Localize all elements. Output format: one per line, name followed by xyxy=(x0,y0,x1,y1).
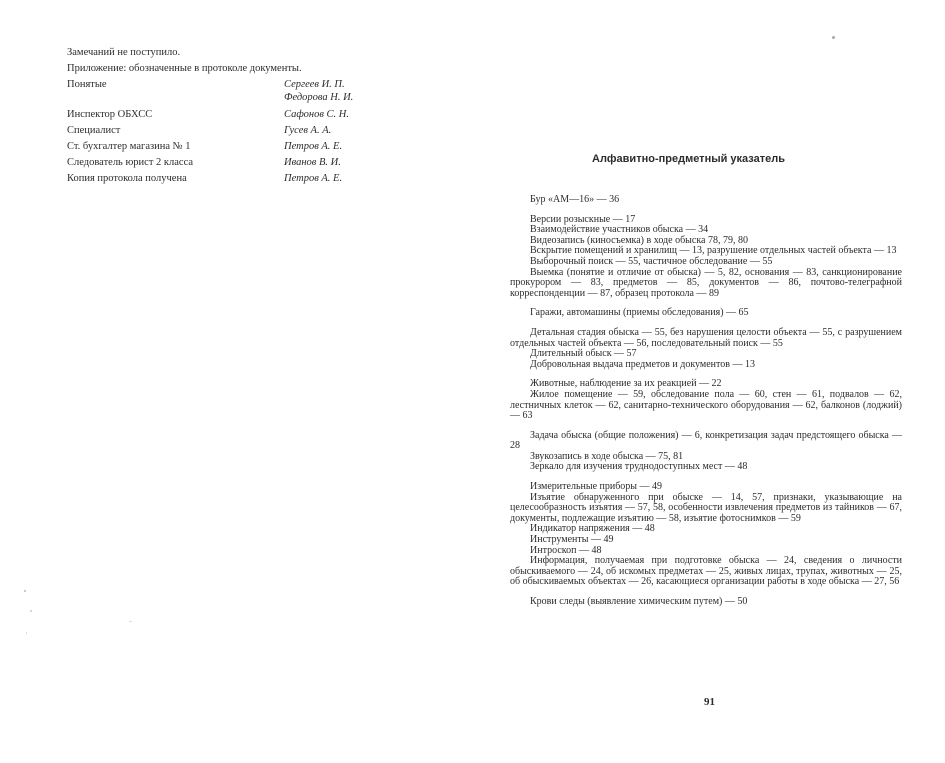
index-entry: Видеозапись (киносъемка) в ходе обыска 78, 79, 80 xyxy=(530,234,748,246)
signature-row xyxy=(67,172,387,185)
index-entry: Версии розыскные — 17 xyxy=(530,213,636,225)
index-entry: Выборочный поиск — 55, частичное обследование — 55 xyxy=(530,255,773,267)
index-entry: Крови следы (выявление химическим путем) — 50 xyxy=(530,596,748,607)
left-page xyxy=(0,0,472,763)
index-entry: Бур «АМ—16» — 36 xyxy=(530,194,620,205)
signature-row xyxy=(67,78,387,105)
signature-row xyxy=(67,140,387,153)
signature-name: Петров А. Е. xyxy=(284,173,343,184)
scan-speck xyxy=(832,36,835,39)
page-number: 91 xyxy=(704,696,715,708)
index-entry: Измерительные приборы — 49 xyxy=(530,481,663,493)
signature-role: Понятые xyxy=(67,79,107,90)
index-title: Алфавитно-предметный указатель xyxy=(592,153,785,165)
signature-name: Федорова Н. И. xyxy=(284,92,354,103)
signature-names xyxy=(284,108,349,121)
signature-name: Петров А. Е. xyxy=(284,141,343,152)
index-entry: Инструменты — 49 xyxy=(530,534,614,546)
signature-role: Специалист xyxy=(67,125,121,136)
index-entry: Добровольная выдача предметов и документов — 13 xyxy=(530,358,755,370)
protocol-block xyxy=(67,46,387,185)
signature-role: Ст. бухгалтер магазина № 1 xyxy=(67,141,191,152)
signature-name: Гусев А. А. xyxy=(284,125,332,136)
index-entry: Индикатор напряжения — 48 xyxy=(530,523,655,535)
signature-role: Следователь юрист 2 класса xyxy=(67,157,194,168)
signature-row xyxy=(67,156,387,169)
index-entry: Изъятие обнаруженного при обыске — 14, 57, признаки, указывающие на целесообразность изъятия — 57, 58, особенности извлечения предметов из тайников — 67, документы, подлежащие изъятию — 58, изъятие фотоснимков — 59 xyxy=(510,491,902,524)
signature-role: Инспектор ОБХСС xyxy=(67,109,153,120)
scan-speck xyxy=(30,610,32,612)
signature-names xyxy=(284,156,341,169)
index-body xyxy=(510,195,902,608)
scan-speck xyxy=(129,621,132,622)
index-entry: Выемка (понятие и отличие от обыска) — 5, 82, основания — 83, санкционирование прокурором — 83, предметов — 85, документов — 86, почтово-телеграфной корреспонденции — 87, образец протокола — 89 xyxy=(510,266,902,299)
signature-name: Сергеев И. П. xyxy=(284,79,345,90)
index-entry: Задача обыска (общие положения) — 6, конкретизация задач предстоящего обыска — 28 xyxy=(510,429,902,452)
scan-speck xyxy=(24,590,26,592)
index-entry: Детальная стадия обыска — 55, без нарушения целости объекта — 55, с разрушением отдельных частей объекта — 56, последовательный поиск — 55 xyxy=(510,326,902,349)
signature-names xyxy=(284,172,342,185)
signature-names xyxy=(284,124,331,137)
index-entry: Животные, наблюдение за их реакцией — 22 xyxy=(530,378,722,390)
signature-name: Иванов В. И. xyxy=(284,157,341,168)
protocol-line: Замечаний не поступило. xyxy=(67,47,181,58)
signature-names xyxy=(284,140,342,153)
signature-row xyxy=(67,108,387,121)
signature-names xyxy=(284,78,353,104)
signature-row xyxy=(67,124,387,137)
index-entry: Взаимодействие участников обыска — 34 xyxy=(530,224,709,236)
signature-name: Сафонов С. Н. xyxy=(284,109,349,120)
index-entry: Длительный обыск — 57 xyxy=(530,348,637,360)
index-entry: Интроскоп — 48 xyxy=(530,544,602,556)
signature-role: Копия протокола получена xyxy=(67,173,187,184)
right-page xyxy=(472,0,945,763)
index-entry: Жилое помещение — 59, обследование пола — 60, стен — 61, подвалов — 62, лестничных клеток — 62, санитарно-технического оборудования — 62, балконов (лоджий) — 63 xyxy=(510,388,902,422)
index-entry: Гаражи, автомашины (приемы обследования) — 65 xyxy=(530,307,749,319)
index-entry: Вскрытие помещений и хранилищ — 13, разрушение отдельных частей объекта — 13 xyxy=(530,245,897,257)
scan-speck xyxy=(26,632,27,634)
index-entry: Информация, получаемая при подготовке обыска — 24, сведения о личности обыскиваемого — 24, об искомых предметах — 25, живых лицах, трупах, животных — 25, об обыскиваемых объектах — 26, касающиеся организации работы в ходе обыска — 27, 56 xyxy=(510,555,902,588)
protocol-line: Приложение: обозначенные в протоколе документы. xyxy=(67,63,302,74)
index-entry: Зеркало для изучения труднодоступных мест — 48 xyxy=(530,461,748,473)
index-entry: Звукозапись в ходе обыска — 75, 81 xyxy=(530,450,684,462)
